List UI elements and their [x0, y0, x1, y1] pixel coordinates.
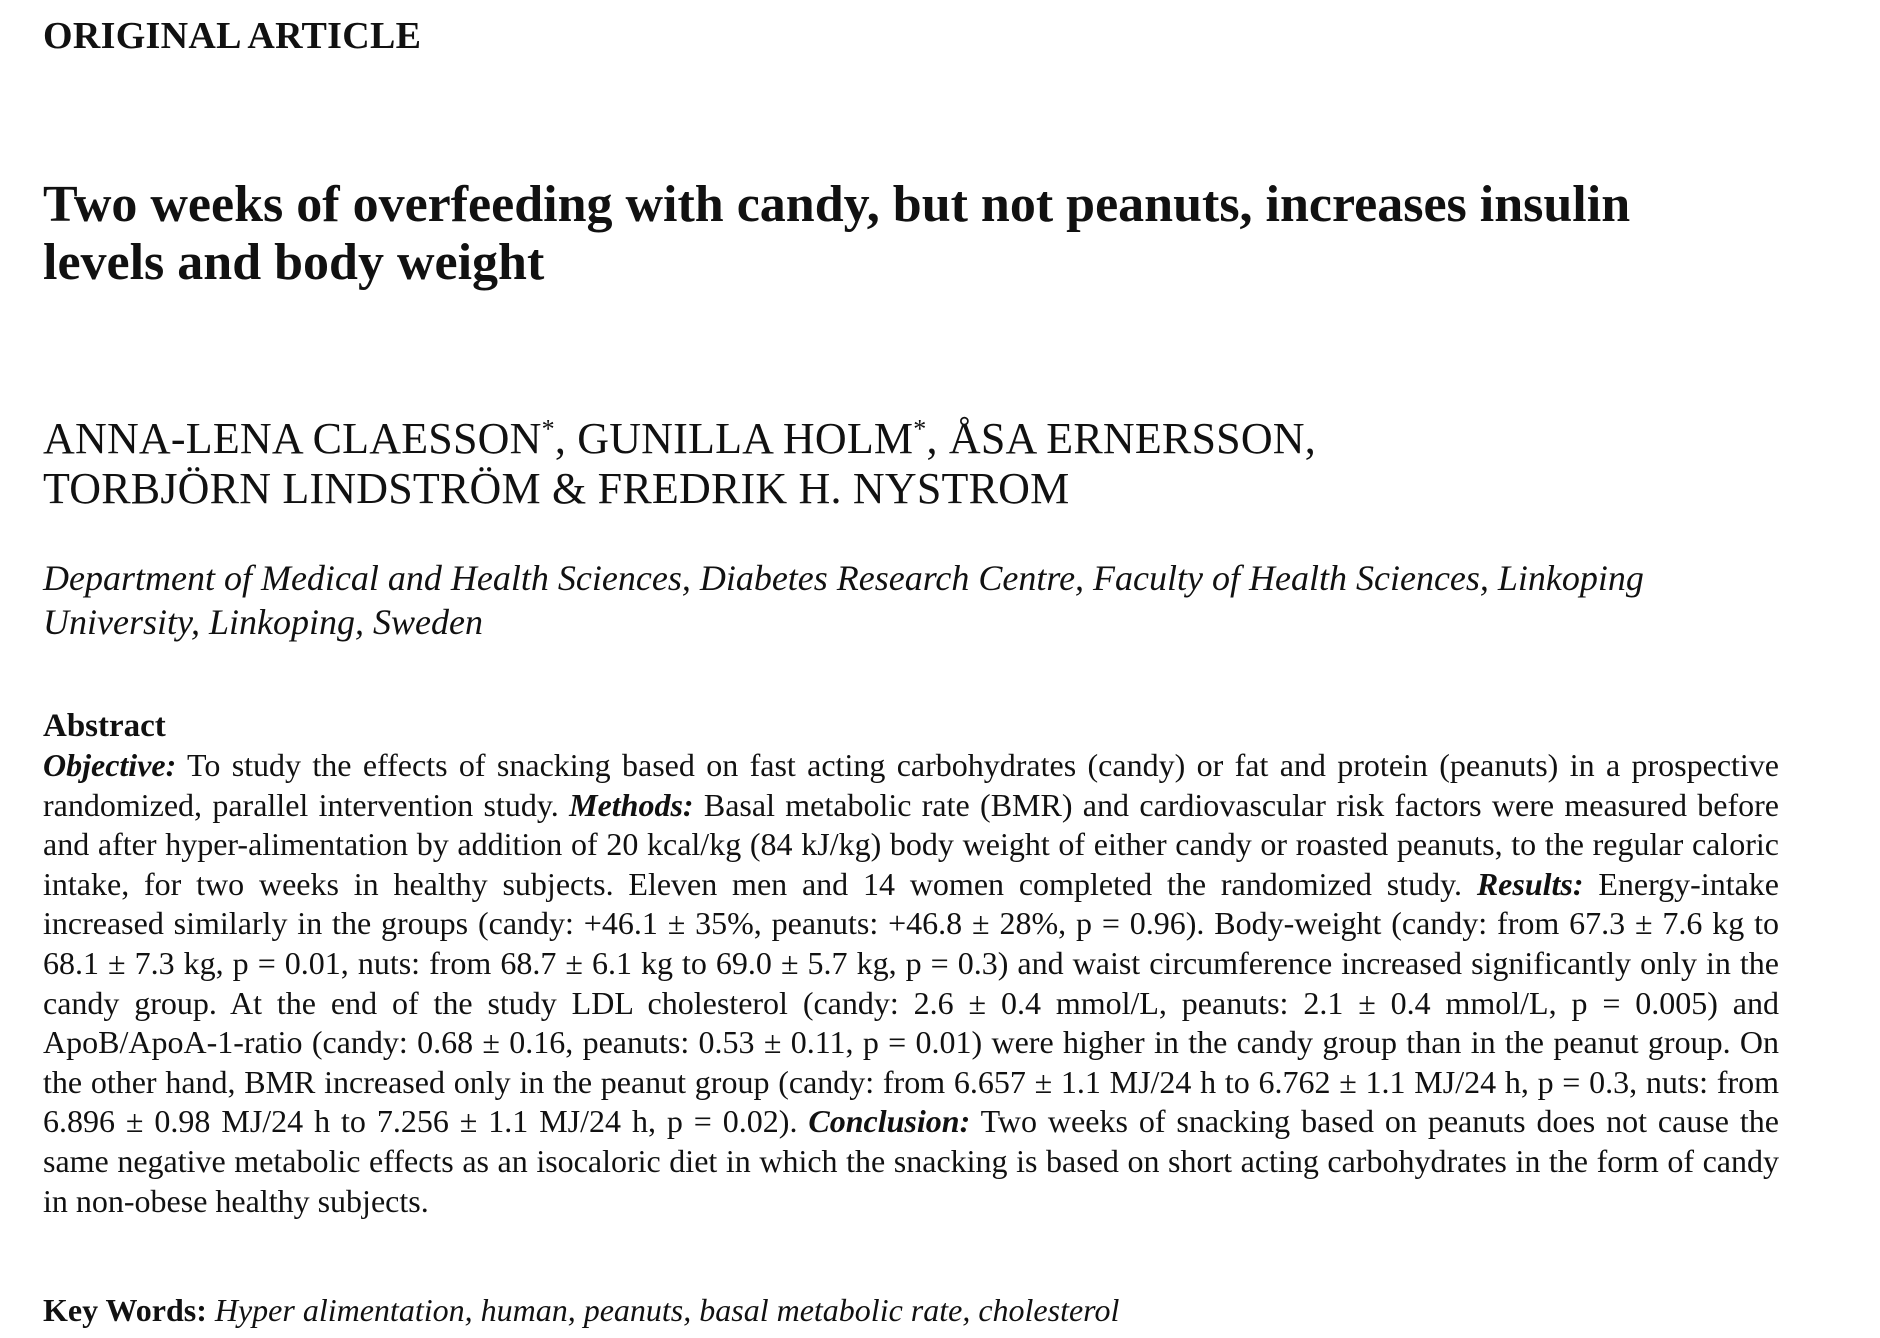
conclusion-text: Two weeks of snacking based on peanuts does not cause the same negative metabolic effects as an isocaloric diet in which the snacking is based on short acting carbohydrates in the form of candy in non-obese healthy subjects.: [43, 1103, 1780, 1219]
author-name-1: ANNA-LENA CLAESSON: [43, 414, 542, 463]
article-title: Two weeks of overfeeding with candy, but not peanuts, increases insulin levels and body weight: [43, 176, 1631, 291]
author-footnote-mark-1: *: [541, 414, 555, 444]
objective-label: Objective:: [43, 747, 177, 783]
author-name-2: , GUNILLA HOLM: [554, 414, 914, 463]
keywords: [43, 1292, 1783, 1329]
keywords-value: Hyper alimentation, human, peanuts, basal metabolic rate, cholesterol: [206, 1292, 1120, 1328]
keywords-label: Key Words:: [43, 1292, 207, 1328]
results-text: Energy-intake increased similarly in the groups (candy: +46.1 ± 35%, peanuts: +46.8 ± 28%, p = 0.96). Body-weight (candy: from 67.3 ± 7.6 kg to 68.1 ± 7.3 kg, p = 0.01, nuts: from 68.7 ± 6.1 kg to 69.0 ± 5.7 kg, p = 0.3) and waist circumference increased significantly only in the candy group. At the end of the study LDL cholesterol (candy: 2.6 ± 0.4 mmol/L, peanuts: 2.1 ± 0.4 mmol/L, p = 0.005) and ApoB/ApoA-1-ratio (candy: 0.68 ± 0.16, peanuts: 0.53 ± 0.11, p = 0.01) were higher in the candy group than in the peanut group. On the other hand, BMR increased only in the peanut group (candy: from 6.657 ± 1.1 MJ/24 h to 6.762 ± 1.1 MJ/24 h, p = 0.3, nuts: from 6.896 ± 0.98 MJ/24 h to 7.256 ± 1.1 MJ/24 h, p = 0.02).: [43, 865, 1780, 1140]
objective-text: To study the effects of snacking based on fast acting carbohydrates (candy) or fat and protein (peanuts) in a prospective randomized, parallel intervention study.: [43, 747, 1779, 823]
abstract-heading: Abstract: [43, 708, 166, 744]
author-footnote-mark-2: *: [913, 414, 927, 444]
affiliation: Department of Medical and Health Sciences, Diabetes Research Centre, Faculty of Health Sciences, Linkoping University, Linkoping, Sweden: [43, 558, 1644, 642]
author-name-3: , ÅSA ERNERSSON,: [926, 414, 1316, 463]
section-label: ORIGINAL ARTICLE: [43, 15, 422, 57]
author-list: [43, 414, 1743, 514]
conclusion-label: Conclusion:: [808, 1103, 971, 1140]
results-label: Results:: [1476, 865, 1584, 902]
methods-text: Basal metabolic rate (BMR) and cardiovascular risk factors were measured before and after hyper-alimentation by addition of 20 kcal/kg (84 kJ/kg) body weight of either candy or roasted peanuts, to the regular caloric intake, for two weeks in healthy subjects. Eleven men and 14 women completed the randomized study.: [43, 786, 1780, 902]
abstract-body: [43, 746, 1779, 1221]
author-line-1: [43, 414, 1743, 464]
author-line-2: TORBJÖRN LINDSTRÖM & FREDRIK H. NYSTROM: [43, 464, 1070, 513]
methods-label: Methods:: [569, 786, 694, 823]
